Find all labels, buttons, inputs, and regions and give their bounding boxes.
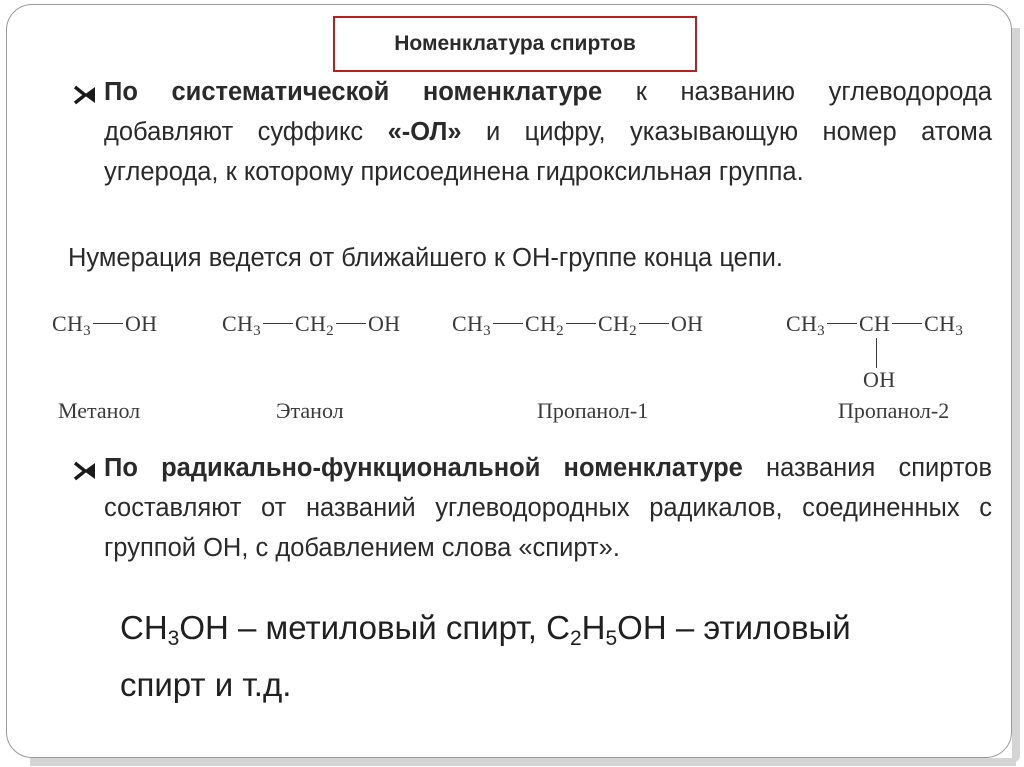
examples-text: $CH_3ОН$ – метиловый спирт, $C_2H_5ОН$ – этиловый спирт и т.д. <box>120 609 851 703</box>
propanol1-label: Пропанол-1 <box>537 398 649 423</box>
radical-functional-nomenclature-paragraph <box>104 448 992 568</box>
frame-shadow-right <box>1012 28 1020 762</box>
bold-lead: По систематической номенклатуре <box>104 78 603 106</box>
text-part: и цифру, указывающую номер атома углерода, к которому присоединена гидроксильная группа. <box>104 118 992 186</box>
suffix-text: «-ОЛ» <box>387 118 462 146</box>
slide-title: Номенклатура спиртов <box>394 32 636 55</box>
methanol-label: Метанол <box>58 398 141 423</box>
systematic-nomenclature-paragraph <box>104 72 992 192</box>
methanol-formula: $CH_3$ OH <box>52 311 158 339</box>
numbering-note: Нумерация ведется от ближайшего к ОН-группе конца цепи. <box>68 244 783 272</box>
propanol2-bond <box>876 338 877 368</box>
frame-shadow-bottom <box>30 758 1016 766</box>
text-part: к названию углеводорода добавляют суффикс <box>104 78 992 146</box>
arrow-bullet-icon <box>68 454 104 488</box>
bold-lead: По радикально-функциональной номенклатуре <box>104 454 743 482</box>
propanol2-formula: $CH_3$ CH $CH_3$ <box>786 311 964 339</box>
text-part: названия спиртов составляют от названий углеводородных радикалов, соединенных с группой ОН, с добавлением слова «спирт». <box>104 454 992 562</box>
ethyl-alcohol-example: ОН – этиловый спирт и т.д. <box>120 609 851 703</box>
ethanol-label: Этанол <box>276 398 344 423</box>
propanol2-label: Пропанол-2 <box>838 398 950 423</box>
arrow-bullet-icon <box>68 78 104 112</box>
title-box <box>333 16 697 72</box>
propanol2-oh: OH <box>863 367 896 392</box>
ethanol-formula: $CH_3$ $CH_2$ OH <box>222 311 401 339</box>
methyl-alcohol-example: ОН – метиловый спирт, <box>179 609 547 646</box>
propanol1-formula: $CH_3$ $CH_2$ $CH_2$ OH <box>452 311 704 339</box>
